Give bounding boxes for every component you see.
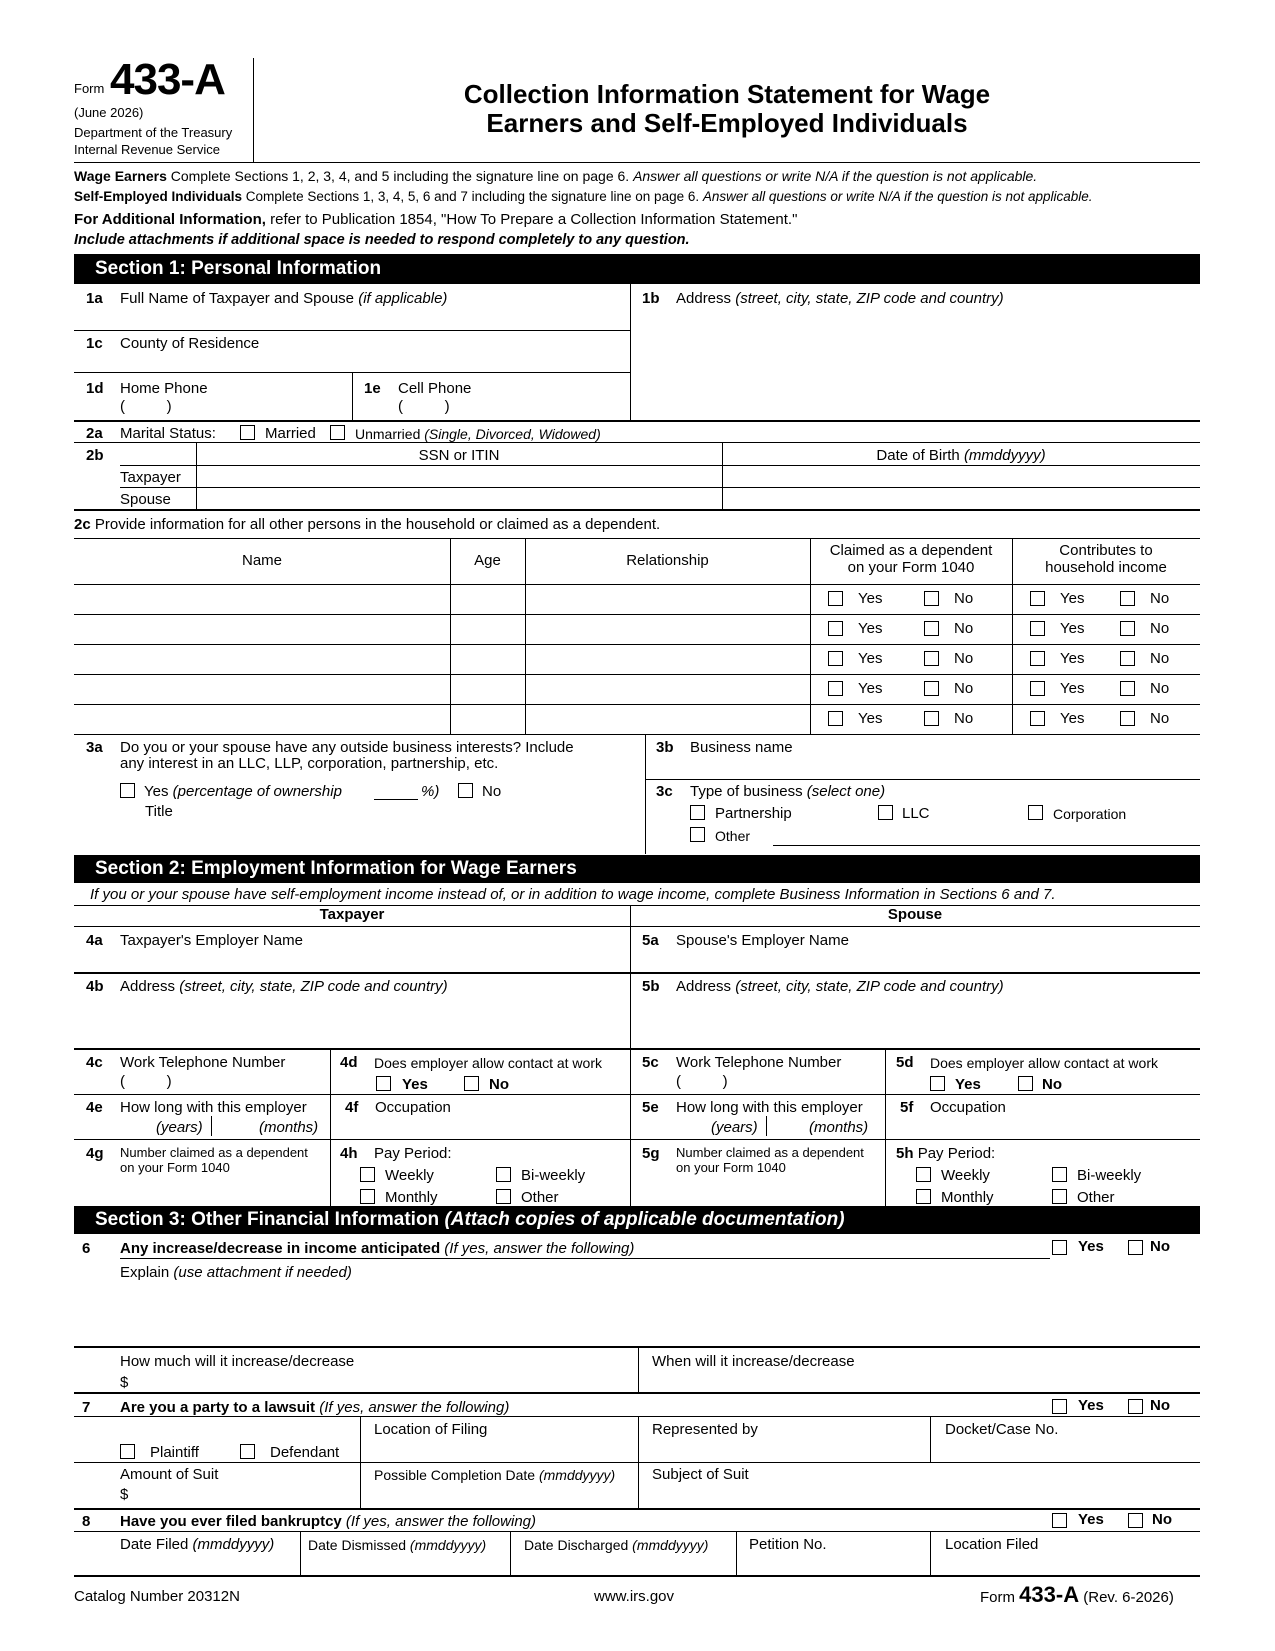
label-4f: Occupation xyxy=(375,1099,451,1116)
label-4g: Number claimed as a dependent on your Form 1040 xyxy=(120,1145,308,1175)
label-4e-num: 4e xyxy=(86,1099,103,1116)
rule xyxy=(74,1508,1200,1510)
business-interest-yes-checkbox[interactable] xyxy=(120,783,135,798)
label-amount-of-suit: Amount of Suit xyxy=(120,1466,219,1483)
label-plaintiff: Plaintiff xyxy=(150,1444,199,1461)
label-8-no: No xyxy=(1152,1511,1172,1528)
label-claimed-no: No xyxy=(954,680,974,697)
taxpayer-biweekly-checkbox[interactable] xyxy=(496,1167,511,1182)
col-claimed: Claimed as a dependent on your Form 1040 xyxy=(829,542,993,577)
rule xyxy=(74,1094,1200,1095)
instruction-attach: Include attachments if additional space is needed to respond completely to any question. xyxy=(74,232,690,248)
label-spouse-employer-address: Address (street, city, state, ZIP code and country) xyxy=(676,978,1004,995)
label-4d-yes: Yes xyxy=(402,1076,428,1093)
label-contributes-no: No xyxy=(1150,650,1170,667)
col-spouse: Spouse xyxy=(887,906,943,923)
rule xyxy=(74,538,1200,539)
income-change-no-checkbox[interactable] xyxy=(1128,1240,1143,1255)
label-how-much: How much will it increase/decrease xyxy=(120,1353,355,1370)
label-date-filed: Date Filed (mmddyyyy) xyxy=(120,1536,275,1553)
rule xyxy=(645,779,1200,780)
rule xyxy=(74,704,1200,705)
divider xyxy=(885,1048,886,1206)
form-label: Form xyxy=(74,81,105,96)
cell-phone-area[interactable]: ( ) xyxy=(398,398,450,415)
label-3a-text2: any interest in an LLC, LLP, corporation, partnership, etc. xyxy=(120,755,499,772)
label-explain: Explain (use attachment if needed) xyxy=(120,1264,352,1281)
rule xyxy=(74,1392,1200,1394)
claimed-yes-checkbox[interactable] xyxy=(828,591,843,606)
rule xyxy=(74,1346,1200,1348)
label-5b-num: 5b xyxy=(642,978,660,995)
header-rule xyxy=(74,162,1200,163)
label-claimed-no: No xyxy=(954,710,974,727)
label-location-filed: Location Filed xyxy=(945,1536,1039,1553)
other-business-checkbox[interactable] xyxy=(690,827,705,842)
label-date-dismissed: Date Dismissed (mmddyyyy) xyxy=(308,1537,487,1553)
spouse-work-phone-area[interactable]: ( ) xyxy=(676,1073,728,1090)
rule xyxy=(74,584,1200,585)
label-spouse-employer: Spouse's Employer Name xyxy=(676,932,849,949)
income-change-yes-checkbox[interactable] xyxy=(1052,1240,1067,1255)
col-relationship: Relationship xyxy=(626,552,709,569)
claimed-yes-checkbox[interactable] xyxy=(828,681,843,696)
claimed-yes-checkbox[interactable] xyxy=(828,711,843,726)
rule xyxy=(74,1462,1200,1463)
form-date: (June 2026) xyxy=(74,105,144,120)
form-title-line1: Collection Information Statement for Wage xyxy=(463,79,991,109)
form-number: 433-A xyxy=(110,55,225,104)
label-claimed-yes: Yes xyxy=(858,710,883,727)
label-completion-date: Possible Completion Date (mmddyyyy) xyxy=(374,1467,616,1483)
label-type-of-business: Type of business (select one) xyxy=(690,783,886,800)
label-6-num: 6 xyxy=(82,1240,91,1257)
label-taxpayer-biweekly: Bi-weekly xyxy=(521,1167,586,1184)
married-checkbox[interactable] xyxy=(240,425,255,440)
claimed-yes-checkbox[interactable] xyxy=(828,651,843,666)
label-5h: 5h Pay Period: xyxy=(896,1145,996,1162)
divider xyxy=(930,1416,931,1462)
label-2a-num: 2a xyxy=(86,425,103,442)
rule xyxy=(74,1531,1200,1532)
label-claimed-yes: Yes xyxy=(858,590,883,607)
rule xyxy=(74,1575,1200,1577)
col-age: Age xyxy=(474,552,501,569)
label-amount-dollar: $ xyxy=(120,1486,129,1503)
label-spouse-biweekly: Bi-weekly xyxy=(1077,1167,1142,1184)
instruction-self: Self-Employed Individuals Complete Sections 1, 3, 4, 5, 6 and 7 including the signature line on page 6. Answer all questions or write N/A if the question is not applicable. xyxy=(74,189,1093,204)
contributes-no-checkbox[interactable] xyxy=(1120,621,1135,636)
label-corporation: Corporation xyxy=(1053,806,1127,822)
label-6-yes: Yes xyxy=(1078,1238,1104,1255)
divider xyxy=(510,1531,511,1575)
divider xyxy=(766,1116,767,1136)
label-contributes-no: No xyxy=(1150,680,1170,697)
taxpayer-other-pay-checkbox[interactable] xyxy=(496,1189,511,1204)
rule xyxy=(74,1048,1200,1050)
label-3b-num: 3b xyxy=(656,739,674,756)
label-7-yes: Yes xyxy=(1078,1397,1104,1414)
label-marital-status: Marital Status: xyxy=(120,425,216,442)
rule xyxy=(120,487,1200,488)
label-represented-by: Represented by xyxy=(652,1421,758,1438)
label-other-business: Other xyxy=(715,828,751,844)
label-4h: Pay Period: xyxy=(374,1145,452,1162)
col-taxpayer: Taxpayer xyxy=(319,906,385,923)
label-location-of-filing: Location of Filing xyxy=(374,1421,488,1438)
label-5g: Number claimed as a dependent on your Form 1040 xyxy=(676,1145,864,1175)
divider xyxy=(930,1531,931,1575)
label-5d-yes: Yes xyxy=(955,1076,981,1093)
label-spouse-other-pay: Other xyxy=(1077,1189,1115,1206)
label-llc: LLC xyxy=(902,805,930,822)
taxpayer-contact-no-checkbox[interactable] xyxy=(464,1076,479,1091)
label-5g-num: 5g xyxy=(642,1145,660,1162)
plaintiff-checkbox[interactable] xyxy=(120,1444,135,1459)
contributes-yes-checkbox[interactable] xyxy=(1030,591,1045,606)
label-claimed-no: No xyxy=(954,650,974,667)
claimed-no-checkbox[interactable] xyxy=(924,681,939,696)
spouse-biweekly-checkbox[interactable] xyxy=(1052,1167,1067,1182)
label-docket: Docket/Case No. xyxy=(945,1421,1059,1438)
label-3a-yes: Yes (percentage of ownership xyxy=(144,783,342,800)
rule xyxy=(120,465,1200,466)
label-3a-no: No xyxy=(482,783,502,800)
label-county: County of Residence xyxy=(120,335,260,352)
label-5f-num: 5f xyxy=(900,1099,914,1116)
divider xyxy=(330,1048,331,1206)
contributes-yes-checkbox[interactable] xyxy=(1030,711,1045,726)
label-3a-num: 3a xyxy=(86,739,103,756)
bankruptcy-no-checkbox[interactable] xyxy=(1128,1513,1143,1528)
spouse-other-pay-checkbox[interactable] xyxy=(1052,1189,1067,1204)
section-2-header: Section 2: Employment Information for Wage Earners xyxy=(74,855,1200,883)
label-taxpayer-weekly: Weekly xyxy=(385,1167,434,1184)
label-1b-num: 1b xyxy=(642,290,660,307)
label-claimed-yes: Yes xyxy=(858,650,883,667)
service: Internal Revenue Service xyxy=(74,142,220,157)
divider xyxy=(211,1116,212,1136)
label-taxpayer-monthly: Monthly xyxy=(385,1189,438,1206)
spouse-weekly-checkbox[interactable] xyxy=(916,1167,931,1182)
rule xyxy=(74,972,1200,974)
label-4g-num: 4g xyxy=(86,1145,104,1162)
ownership-percent-field[interactable] xyxy=(374,799,418,800)
label-spouse: Spouse xyxy=(120,491,171,508)
spouse-contact-yes-checkbox[interactable] xyxy=(930,1076,945,1091)
other-business-field[interactable] xyxy=(773,845,1200,846)
label-claimed-yes: Yes xyxy=(858,620,883,637)
label-2c: 2c Provide information for all other persons in the household or claimed as a dependent. xyxy=(74,516,661,533)
label-spouse-weekly: Weekly xyxy=(941,1167,990,1184)
rule xyxy=(74,420,1200,422)
taxpayer-work-phone-area[interactable]: ( ) xyxy=(120,1073,172,1090)
taxpayer-monthly-checkbox[interactable] xyxy=(360,1189,375,1204)
label-6: Any increase/decrease in income anticipated (If yes, answer the following) xyxy=(120,1240,635,1257)
rule xyxy=(120,1258,1050,1259)
label-when: When will it increase/decrease xyxy=(652,1353,855,1370)
label-5a-num: 5a xyxy=(642,932,659,949)
claimed-no-checkbox[interactable] xyxy=(924,711,939,726)
label-3a-pct: %) xyxy=(421,783,440,800)
label-5d-num: 5d xyxy=(896,1054,914,1071)
label-business-name: Business name xyxy=(690,739,793,756)
rule xyxy=(74,1416,1200,1417)
col-name: Name xyxy=(241,552,282,569)
spouse-monthly-checkbox[interactable] xyxy=(916,1189,931,1204)
label-1e-num: 1e xyxy=(364,380,381,397)
label-4d-num: 4d xyxy=(340,1054,358,1071)
label-defendant: Defendant xyxy=(270,1444,340,1461)
claimed-no-checkbox[interactable] xyxy=(924,651,939,666)
contributes-no-checkbox[interactable] xyxy=(1120,591,1135,606)
rule xyxy=(74,330,630,331)
label-home-phone: Home Phone xyxy=(120,380,208,397)
label-1d-num: 1d xyxy=(86,380,104,397)
label-4e: How long with this employer xyxy=(120,1099,307,1116)
unmarried-checkbox[interactable] xyxy=(330,425,345,440)
label-claimed-no: No xyxy=(954,590,974,607)
divider xyxy=(736,1531,737,1575)
lawsuit-no-checkbox[interactable] xyxy=(1128,1399,1143,1414)
divider xyxy=(352,372,353,420)
website: www.irs.gov xyxy=(594,1588,675,1605)
bankruptcy-yes-checkbox[interactable] xyxy=(1052,1513,1067,1528)
label-5e-num: 5e xyxy=(642,1099,659,1116)
label-taxpayer-other-pay: Other xyxy=(521,1189,559,1206)
label-7-num: 7 xyxy=(82,1399,91,1416)
contributes-yes-checkbox[interactable] xyxy=(1030,681,1045,696)
label-4b-num: 4b xyxy=(86,978,104,995)
label-1c-num: 1c xyxy=(86,335,103,352)
label-full-name: Full Name of Taxpayer and Spouse (if applicable) xyxy=(120,290,448,307)
contributes-no-checkbox[interactable] xyxy=(1120,651,1135,666)
rule xyxy=(74,509,1200,511)
rule xyxy=(74,1139,1200,1140)
label-5d-no: No xyxy=(1042,1076,1062,1093)
label-8-yes: Yes xyxy=(1078,1511,1104,1528)
contributes-no-checkbox[interactable] xyxy=(1120,711,1135,726)
label-taxpayer-employer: Taxpayer's Employer Name xyxy=(120,932,303,949)
form-title-line2: Earners and Self-Employed Individuals xyxy=(486,108,968,138)
divider xyxy=(300,1531,301,1575)
label-contributes-yes: Yes xyxy=(1060,620,1085,637)
section-1-header: Section 1: Personal Information xyxy=(74,254,1200,284)
divider xyxy=(638,1346,639,1392)
department: Department of the Treasury xyxy=(74,125,233,140)
spouse-contact-no-checkbox[interactable] xyxy=(1018,1076,1033,1091)
label-5f: Occupation xyxy=(930,1099,1006,1116)
partnership-checkbox[interactable] xyxy=(690,805,705,820)
rule xyxy=(74,614,1200,615)
label-claimed-yes: Yes xyxy=(858,680,883,697)
contributes-no-checkbox[interactable] xyxy=(1120,681,1135,696)
section-2-note: If you or your spouse have self-employment income instead of, or in addition to wage income, complete Business Information in Sections 6 and 7. xyxy=(90,886,1056,903)
label-subject-of-suit: Subject of Suit xyxy=(652,1466,749,1483)
label-unmarried: Unmarried (Single, Divorced, Widowed) xyxy=(355,426,601,442)
taxpayer-weekly-checkbox[interactable] xyxy=(360,1167,375,1182)
corporation-checkbox[interactable] xyxy=(1028,805,1043,820)
business-interest-no-checkbox[interactable] xyxy=(458,783,473,798)
label-2b-num: 2b xyxy=(86,447,104,464)
label-date-discharged: Date Discharged (mmddyyyy) xyxy=(524,1537,709,1553)
col-contributes: Contributes to household income xyxy=(1045,542,1167,577)
label-contributes-yes: Yes xyxy=(1060,650,1085,667)
label-contributes-no: No xyxy=(1150,620,1170,637)
label-spouse-monthly: Monthly xyxy=(941,1189,994,1206)
label-partnership: Partnership xyxy=(715,805,792,822)
label-6-no: No xyxy=(1150,1238,1170,1255)
label-contributes-yes: Yes xyxy=(1060,590,1085,607)
label-contributes-no: No xyxy=(1150,710,1170,727)
label-4f-num: 4f xyxy=(345,1099,359,1116)
label-1a-num: 1a xyxy=(86,290,103,307)
label-3a-title: Title xyxy=(145,803,173,820)
label-3c-num: 3c xyxy=(656,783,673,800)
label-5e-years: (years) xyxy=(711,1119,758,1136)
label-address: Address (street, city, state, ZIP code and country) xyxy=(676,290,1004,307)
label-contributes-yes: Yes xyxy=(1060,680,1085,697)
footer-form-id: Form 433-A (Rev. 6-2026) xyxy=(980,1582,1174,1607)
label-4e-years: (years) xyxy=(156,1119,203,1136)
instruction-additional: For Additional Information, refer to Publication 1854, "How To Prepare a Collection Information Statement." xyxy=(74,211,798,228)
label-5e-months: (months) xyxy=(809,1119,869,1136)
col-ssn: SSN or ITIN xyxy=(418,447,500,464)
label-taxpayer: Taxpayer xyxy=(120,469,181,486)
label-4e-months: (months) xyxy=(259,1119,319,1136)
rule xyxy=(74,442,1200,443)
label-4h-num: 4h xyxy=(340,1145,358,1162)
label-5c: Work Telephone Number xyxy=(676,1054,842,1071)
label-4d-no: No xyxy=(489,1076,509,1093)
rule xyxy=(74,926,1200,927)
claimed-no-checkbox[interactable] xyxy=(924,621,939,636)
label-contributes-no: No xyxy=(1150,590,1170,607)
instruction-wage: Wage Earners Complete Sections 1, 2, 3, 4, and 5 including the signature line on page 6. Answer all questions or write N/A if the question is not applicable. xyxy=(74,168,1038,184)
label-7-no: No xyxy=(1150,1397,1170,1414)
label-4c-num: 4c xyxy=(86,1054,103,1071)
label-married: Married xyxy=(265,425,316,442)
contributes-yes-checkbox[interactable] xyxy=(1030,621,1045,636)
label-taxpayer-employer-address: Address (street, city, state, ZIP code and country) xyxy=(120,978,448,995)
catalog-number: Catalog Number 20312N xyxy=(74,1588,240,1605)
label-5e: How long with this employer xyxy=(676,1099,863,1116)
label-5c-num: 5c xyxy=(642,1054,659,1071)
rule xyxy=(74,674,1200,675)
divider xyxy=(630,905,631,1206)
divider xyxy=(630,284,631,420)
claimed-yes-checkbox[interactable] xyxy=(828,621,843,636)
col-dob: Date of Birth (mmddyyyy) xyxy=(876,447,1046,464)
claimed-no-checkbox[interactable] xyxy=(924,591,939,606)
home-phone-area[interactable]: ( ) xyxy=(120,398,172,415)
lawsuit-yes-checkbox[interactable] xyxy=(1052,1399,1067,1414)
rule xyxy=(74,644,1200,645)
section-3-header: Section 3: Other Financial Information (Attach copies of applicable documentation) xyxy=(74,1206,1200,1234)
label-5d: Does employer allow contact at work xyxy=(930,1055,1158,1071)
llc-checkbox[interactable] xyxy=(878,805,893,820)
divider xyxy=(645,734,646,854)
contributes-yes-checkbox[interactable] xyxy=(1030,651,1045,666)
label-contributes-yes: Yes xyxy=(1060,710,1085,727)
label-4d: Does employer allow contact at work xyxy=(374,1055,602,1071)
label-cell-phone: Cell Phone xyxy=(398,380,472,397)
label-4a-num: 4a xyxy=(86,932,103,949)
rule xyxy=(74,734,1200,735)
label-3a-text1: Do you or your spouse have any outside business interests? Include xyxy=(120,739,574,756)
label-how-much-dollar: $ xyxy=(120,1374,129,1391)
label-4c: Work Telephone Number xyxy=(120,1054,286,1071)
taxpayer-contact-yes-checkbox[interactable] xyxy=(376,1076,391,1091)
label-8: Have you ever filed bankruptcy (If yes, answer the following) xyxy=(120,1513,536,1530)
defendant-checkbox[interactable] xyxy=(240,1444,255,1459)
label-8-num: 8 xyxy=(82,1513,91,1530)
label-petition-no: Petition No. xyxy=(749,1536,827,1553)
label-claimed-no: No xyxy=(954,620,974,637)
label-7: Are you a party to a lawsuit (If yes, answer the following) xyxy=(120,1399,510,1416)
